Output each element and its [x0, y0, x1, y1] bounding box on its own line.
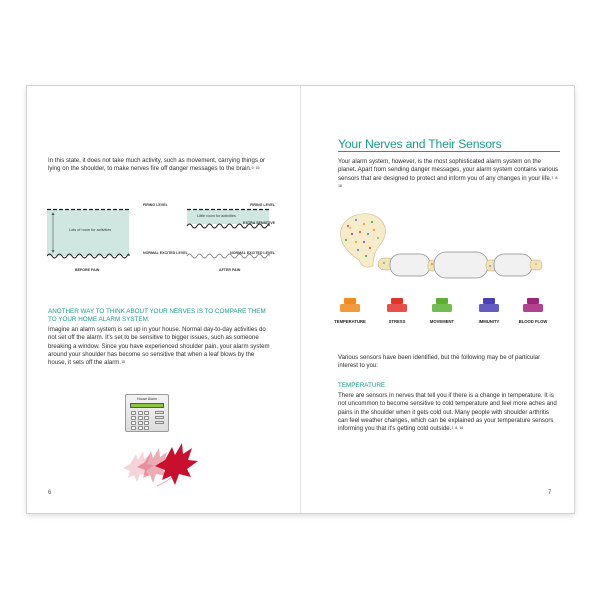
nerve-cell-body [341, 214, 386, 267]
sensors-intro-paragraph: Various sensors have been identified, but the following may be of particular interest to you: [338, 354, 541, 370]
sensor-label-stress: STRESS [388, 319, 406, 324]
after-extra-sensitive-label: EXTRA SENSITIVE [243, 221, 275, 225]
page-title: Your Nerves and Their Sensors [338, 137, 502, 151]
before-pain-label: BEFORE PAIN [75, 268, 100, 272]
before-firing-level-label: FIRING LEVEL [143, 203, 168, 207]
alarm-keypad [131, 411, 151, 430]
booklet-spread [27, 86, 574, 513]
title-rule [338, 151, 560, 152]
left-page [27, 86, 300, 513]
sensor-blood-flow-icon [523, 298, 543, 312]
sensor-label-immunity: IMMUNITY [478, 319, 500, 324]
left-intro-paragraph: In this state, it does not take much activity, such as movement, carrying things or lying on the shoulder, to make nerves fire off danger messages to the brain.$^{9, 15}$ [48, 157, 265, 173]
after-normal-level-label: NORMAL EXCITED LEVEL [230, 251, 275, 255]
little-room-label: Little room for activities [197, 214, 236, 218]
nerve-cell-illustration [328, 208, 548, 288]
alarm-display [130, 403, 164, 408]
before-pain-room-fill [47, 210, 129, 256]
maple-leaf-icon [155, 443, 198, 485]
alarm-body-paragraph: Imagine an alarm system is set up in your house. Normal day-to-day activities do not set off the alarm. It's set to be sensitive to bigger issues, such as someone breaking a window. Since you have experienced shoulder pain, your alarm system around your shoulder has become so sensitive that when a leaf blows by the house, it sets off the alarm.$^{15}$ [48, 326, 270, 367]
sensor-label-temperature: TEMPERATURE [334, 319, 366, 324]
house-alarm-label: House Alarm [136, 397, 158, 401]
sensor-stress-icon [387, 298, 407, 312]
sensor-immunity-icon [479, 298, 499, 312]
nerve-axon [378, 252, 542, 278]
lots-of-room-label: Lots of room for activities [69, 228, 112, 232]
right-page-number: 7 [548, 490, 552, 496]
sensor-label-movement: MOVEMENT [429, 319, 455, 324]
before-normal-level-label: NORMAL EXCITED LEVEL [143, 251, 188, 255]
falling-leaf-illustration [115, 436, 225, 496]
sensor-movement-icon [432, 298, 452, 312]
right-page [301, 86, 574, 513]
house-alarm-panel [125, 394, 169, 432]
nerve-firing-diagram [47, 196, 277, 284]
after-pain-label: AFTER PAIN [219, 268, 241, 272]
sensor-icon-row [334, 296, 564, 326]
alarm-side-buttons [155, 411, 164, 427]
temperature-heading: TEMPERATURE [338, 382, 386, 389]
temperature-paragraph: There are sensors in nerves that tell you if there is a change in temperature. It is not uncommon to become sensitive to cold temperature and feel more aches and pains in the shoulder when it gets cold out. Many people with shoulder arthritis can feel weather changes, which can be explained as your temperature sensors informing you that it's getting cold outside.$^{7, 8, 16}$ [338, 392, 557, 433]
sensor-temperature-icon [340, 298, 360, 312]
sensor-label-blood-flow: BLOOD FLOW [518, 319, 548, 324]
alarm-section-heading: ANOTHER WAY TO THINK ABOUT YOUR NERVES IS TO COMPARE THEM TO YOUR HOME ALARM SYSTEM. [48, 308, 266, 324]
after-firing-level-label: FIRING LEVEL [250, 203, 275, 207]
left-page-number: 6 [48, 490, 52, 496]
right-intro-paragraph: Your alarm system, however, is the most sophisticated alarm system on the planet. Apart from sending danger messages, your alarm system contains various sensors that are designed to protect and inform you of any changes in your life.$^{7, 8, 16}$ [338, 158, 559, 188]
